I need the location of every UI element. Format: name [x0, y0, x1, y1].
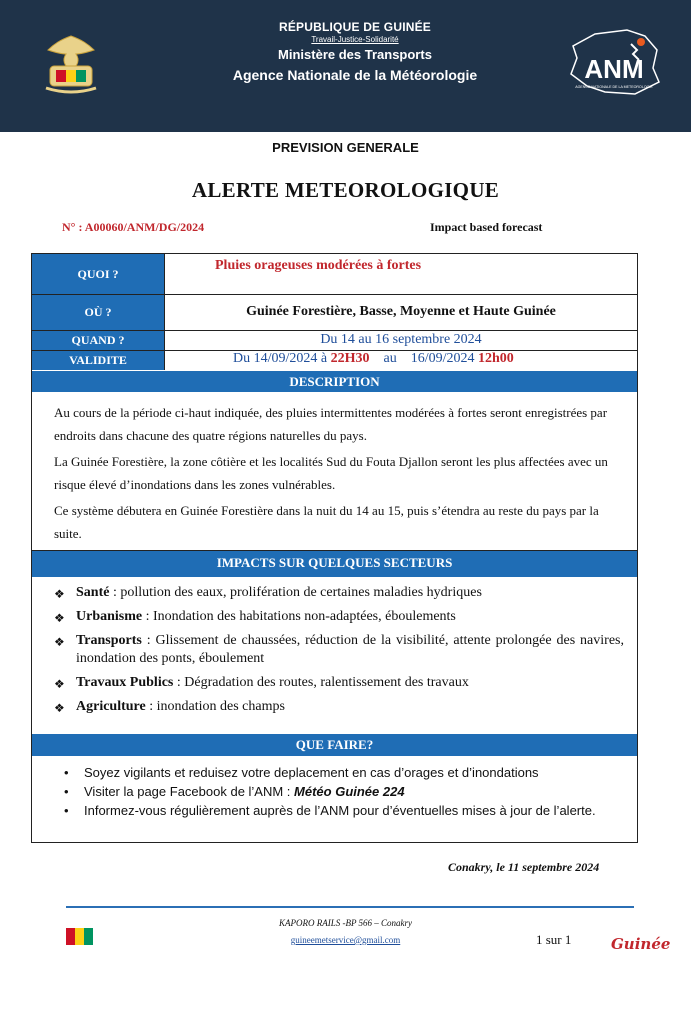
country-name: RÉPUBLIQUE DE GUINÉE: [278, 20, 432, 34]
description-paragraph: Ce système débutera en Guinée Forestière dans la nuit du 14 au 15, puis s’étendra au reste du pays par la suite.: [54, 503, 599, 541]
document-heading: PREVISION GENERALE: [272, 140, 419, 155]
sector-name: Transports: [76, 633, 142, 648]
page-title: ALERTE METEOROLOGIQUE: [191, 178, 500, 202]
validite-value: [233, 351, 514, 367]
todo-list: [62, 764, 632, 821]
svg-text:ANM: ANM: [584, 54, 644, 84]
letterhead-text: [190, 20, 520, 83]
quoi-value: Pluies orageuses modérées à fortes: [215, 258, 422, 273]
quand-label: QUAND ?: [32, 331, 165, 350]
page-number: 1 sur 1: [536, 932, 572, 947]
forecast-type-label: Impact based forecast: [430, 220, 543, 234]
list-item: [62, 764, 632, 782]
impacts-list: [54, 584, 624, 722]
list-item: [54, 674, 624, 692]
row-quoi: [32, 254, 637, 294]
diamond-bullet-icon: ❖: [54, 635, 65, 649]
validite-end-time: 12h00: [478, 351, 514, 366]
sector-name: Santé: [76, 585, 110, 600]
list-item: [54, 608, 624, 626]
validite-end: 16/09/2024: [410, 351, 475, 366]
list-item: [54, 584, 624, 602]
list-item: [62, 802, 632, 820]
agency-name: Agence Nationale de la Météorologie: [232, 67, 478, 83]
diamond-bullet-icon: ❖: [54, 587, 65, 601]
coat-of-arms-icon: [40, 30, 102, 96]
validite-start-time: 22H30: [330, 351, 370, 366]
row-ou: [32, 295, 637, 330]
list-item: [54, 632, 624, 668]
ou-value: Guinée Forestière, Basse, Moyenne et Haute Guinée: [246, 304, 556, 319]
reference-number: N° : A00060/ANM/DG/2024: [62, 220, 205, 234]
issue-date: Conakry, le 11 septembre 2024: [448, 860, 600, 874]
ou-label: OÙ ?: [32, 295, 165, 330]
diamond-bullet-icon: ❖: [54, 677, 65, 691]
description-paragraph: Au cours de la période ci-haut indiquée, des pluies intermittentes modérées à fortes seront enregistrées par endroits dans chacune des quatre régions naturelles du pays.: [54, 405, 608, 443]
guinee-brand-logo: Guinée: [611, 935, 671, 953]
facebook-page-name: Météo Guinée 224: [294, 784, 405, 799]
ministry-name: Ministère des Transports: [278, 47, 432, 62]
description-header: DESCRIPTION: [32, 371, 637, 392]
list-item: [62, 783, 632, 801]
row-quand: [32, 331, 637, 350]
row-validite: [32, 351, 637, 370]
todo-header: QUE FAIRE?: [32, 734, 637, 756]
validite-start: Du 14/09/2024 à: [233, 351, 328, 366]
diamond-bullet-icon: ❖: [54, 611, 65, 625]
sector-impact: : Inondation des habitations non-adaptées, éboulements: [142, 609, 456, 624]
email-link[interactable]: guineemetservice@gmail.com: [290, 935, 401, 945]
todo-text: Visiter la page Facebook de l’ANM :: [84, 784, 295, 799]
bullet-icon: •: [64, 784, 69, 799]
sector-name: Urbanisme: [76, 609, 143, 624]
quand-value: Du 14 au 16 septembre 2024: [320, 332, 482, 347]
sector-name: Agriculture: [76, 699, 146, 714]
svg-text:AGENCE NATIONALE DE LA METEORO: AGENCE NATIONALE DE LA METEOROLOGIE: [575, 85, 653, 89]
diamond-bullet-icon: ❖: [54, 701, 65, 715]
sector-impact: : pollution des eaux, prolifération de certaines maladies hydriques: [109, 585, 482, 600]
validite-label: VALIDITE: [32, 351, 165, 370]
sector-impact: : Glissement de chaussées, réduction de la visibilité, attente prolongée des navires, inondation des ponts, éboulement: [76, 633, 624, 666]
impacts-header: IMPACTS SUR QUELQUES SECTEURS: [32, 551, 637, 577]
quoi-label: QUOI ?: [32, 254, 165, 294]
description-text: [54, 401, 614, 548]
alert-table: [31, 253, 638, 843]
todo-text: Soyez vigilants et reduisez votre deplacement en cas d’orages et d’inondations: [84, 765, 539, 780]
validite-mid: au: [383, 351, 397, 366]
anm-logo: [565, 28, 663, 100]
description-paragraph: La Guinée Forestière, la zone côtière et les localités Sud du Fouta Djallon seront les plus affectées avec un risque élevé d’inondations dans les zones vulnérables.: [54, 454, 608, 492]
list-item: [54, 698, 624, 716]
sector-impact: : Dégradation des routes, ralentissement des travaux: [173, 675, 469, 690]
bullet-icon: •: [64, 803, 69, 818]
sector-impact: : inondation des champs: [145, 699, 285, 714]
bullet-icon: •: [64, 765, 69, 780]
footer-divider: [66, 906, 634, 908]
sector-name: Travaux Publics: [76, 675, 174, 690]
todo-text: Informez-vous régulièrement auprès de l’ANM pour d’éventuelles mises à jour de l’alerte.: [84, 803, 596, 818]
letterhead: [0, 0, 691, 132]
postal-address: KAPORO RAILS -BP 566 – Conakry: [278, 918, 413, 928]
national-motto: Travail-Justice-Solidarité: [311, 35, 399, 44]
